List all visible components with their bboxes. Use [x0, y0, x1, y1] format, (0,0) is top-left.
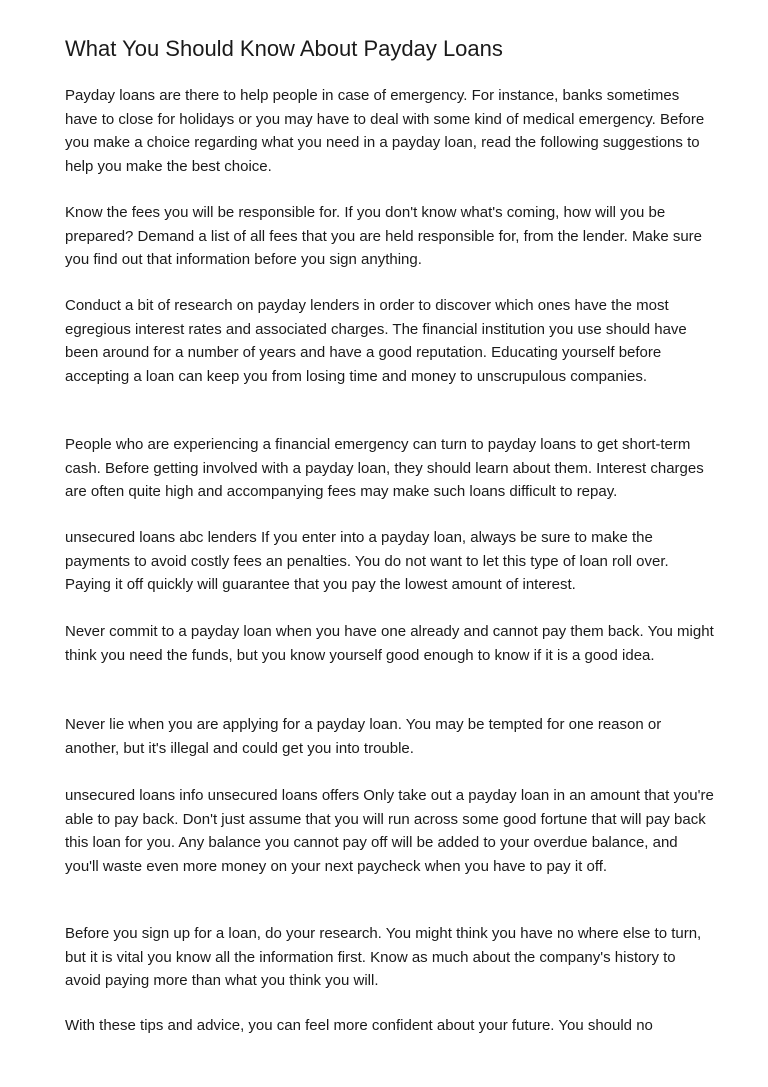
paragraph-conclusion: With these tips and advice, you can feel more confident about your future. You should no — [65, 1017, 653, 1034]
page-title: What You Should Know About Payday Loans — [65, 36, 503, 61]
paragraph-emergency: People who are experiencing a financial emergency can turn to payday loans to get short-term cash. Before getting involved with a payday loan, they should learn about them. Interest charges are often quite high and accompanying fees may make such loans difficult to repay. — [65, 436, 704, 500]
paragraph-intro: Payday loans are there to help people in case of emergency. For instance, banks sometimes have to close for holidays or you may have to deal with some kind of medical emergency. Before you make a choice regarding what you need in a payday loan, read the following suggestions to help you make the best choice. — [65, 87, 705, 175]
paragraph-never-lie: Never lie when you are applying for a payday loan. You may be tempted for one reason or another, but it's illegal and could get you into trouble. — [65, 716, 662, 757]
paragraph-never-commit: Never commit to a payday loan when you have one already and cannot pay them back. You might think you need the funds, but you know yourself good enough to know if it is a good idea. — [65, 623, 714, 664]
paragraph-payments: unsecured loans abc lenders If you enter into a payday loan, always be sure to make the payments to avoid costly fees an penalties. You do not want to let this type of loan roll over. Paying it off quickly will guarantee that you pay the lowest amount of interest. — [65, 529, 669, 593]
paragraph-fees: Know the fees you will be responsible for. If you don't know what's coming, how will you be prepared? Demand a list of all fees that you are held responsible for, from the lender. Make sure you find out that information before you sign anything. — [65, 204, 703, 268]
paragraph-research: Conduct a bit of research on payday lenders in order to discover which ones have the most egregious interest rates and associated charges. The financial institution you use should have been around for a number of years and have a good reputation. Educating yourself before accepting a loan can keep you from losing time and money to unscrupulous companies. — [65, 297, 687, 385]
paragraph-pay-back: unsecured loans info unsecured loans offers Only take out a payday loan in an amount that you're able to pay back. Don't just assume that you will run across some good fortune that will pay back this loan for you. Any balance you cannot pay off will be added to your overdue balance, and you'll waste even more money on your next paycheck when you have to pay it off. — [65, 787, 714, 875]
paragraph-sign-up: Before you sign up for a loan, do your research. You might think you have no where else to turn, but it is vital you know all the information first. Know as much about the company's history to avoid paying more than what you think you will. — [65, 925, 702, 989]
